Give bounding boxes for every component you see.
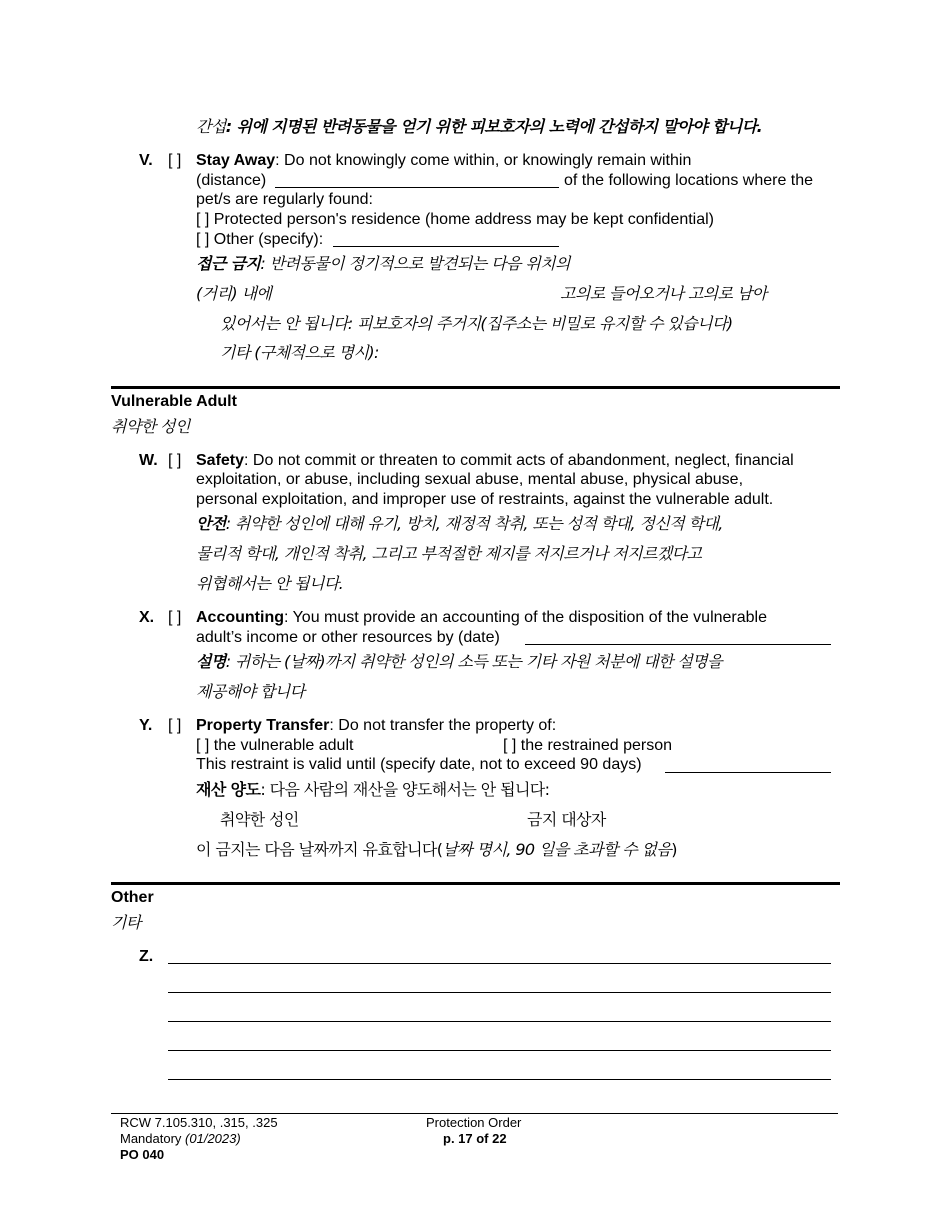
- y-ko-option1: 취약한 성인: [220, 810, 299, 829]
- footer-page-number: p. 17 of 22: [443, 1131, 507, 1146]
- section-heading-vulnerable-adult-ko: 취약한 성인: [111, 417, 190, 436]
- v-ko-line2-end: 고의로 들어오거나 고의로 남아: [560, 284, 767, 303]
- v-line3: pet/s are regularly found:: [196, 191, 373, 208]
- v-line2-end: of the following locations where the: [564, 172, 814, 189]
- section-heading-other: Other: [111, 889, 154, 906]
- v-option-residence[interactable]: [ ] Protected person's residence (home address may be kept confidential): [196, 211, 714, 228]
- section-divider: [111, 882, 840, 885]
- v-ko-line4: 기타 (구체적으로 명시):: [220, 343, 379, 362]
- v-other-field[interactable]: [333, 246, 559, 247]
- w-line1: Safety: Do not commit or threaten to commit acts of abandonment, neglect, financial: [196, 452, 794, 469]
- v-ko-line1: 접근 금지: 반려동물이 정기적으로 발견되는 다음 위치의: [196, 254, 570, 273]
- x-ko-line2: 제공해야 합니다: [196, 682, 305, 701]
- w-ko-line1: 안전: 취약한 성인에 대해 유기, 방치, 재정적 착취, 또는 성적 학대, 정신적 학대,: [196, 514, 723, 533]
- z-line-field[interactable]: [168, 1079, 831, 1080]
- y-option-restrained-person[interactable]: [ ] the restrained person: [503, 737, 672, 754]
- footer-title: Protection Order: [426, 1115, 522, 1130]
- section-heading-other-ko: 기타: [111, 913, 141, 932]
- y-line3: This restraint is valid until (specify date, not to exceed 90 days): [196, 756, 642, 773]
- y-line1: Property Transfer: Do not transfer the property of:: [196, 717, 557, 734]
- v-line1: Stay Away: Do not knowingly come within, or knowingly remain within: [196, 152, 692, 169]
- checkbox-y[interactable]: [ ]: [168, 717, 182, 734]
- w-line2: exploitation, or abuse, including sexual abuse, mental abuse, physical abuse,: [196, 471, 744, 488]
- v-distance-label: (distance): [196, 172, 267, 189]
- y-option-vulnerable-adult[interactable]: [ ] the vulnerable adult: [196, 737, 354, 754]
- x-line1: Accounting: You must provide an accounting of the disposition of the vulnerable: [196, 609, 767, 626]
- interference-ko: 간섭: 위에 지명된 반려동물을 얻기 위한 피보호자의 노력에 간섭하지 말아야 합니다.: [196, 117, 763, 136]
- footer-mandatory: Mandatory (01/2023): [120, 1131, 241, 1146]
- w-line3: personal exploitation, and improper use of restraints, against the vulnerable adult.: [196, 491, 774, 508]
- section-divider: [111, 386, 840, 389]
- item-letter-y: Y.: [139, 717, 153, 734]
- footer-divider: [111, 1113, 838, 1114]
- checkbox-v[interactable]: [ ]: [168, 152, 182, 169]
- item-letter-z: Z.: [139, 948, 154, 965]
- section-heading-vulnerable-adult: Vulnerable Adult: [111, 393, 237, 410]
- item-letter-v: V.: [139, 152, 153, 169]
- x-ko-line1: 설명: 귀하는 (날짜)까지 취약한 성인의 소득 또는 기타 자원 처분에 대한 설명을: [196, 652, 722, 671]
- y-ko-option2: 금지 대상자: [527, 810, 606, 829]
- v-distance-field[interactable]: [275, 187, 559, 188]
- v-option-other[interactable]: [ ] Other (specify):: [196, 231, 324, 248]
- v-ko-line3: 있어서는 안 됩니다: 피보호자의 주거지(집주소는 비밀로 유지할 수 있습니다): [220, 314, 733, 333]
- checkbox-w[interactable]: [ ]: [168, 452, 182, 469]
- y-ko-line3: 이 금지는 다음 날짜까지 유효합니다(날짜 명시, 90 일을 초과할 수 없음): [196, 840, 677, 859]
- item-letter-x: X.: [139, 609, 155, 626]
- v-ko-distance: (거리) 내에: [196, 284, 272, 303]
- y-ko-line1: 재산 양도: 다음 사람의 재산을 양도해서는 안 됩니다:: [196, 780, 550, 799]
- footer-form-id: PO 040: [120, 1147, 165, 1162]
- x-date-field[interactable]: [525, 644, 831, 645]
- z-line-field[interactable]: [168, 1050, 831, 1051]
- z-line-field[interactable]: [168, 992, 831, 993]
- checkbox-x[interactable]: [ ]: [168, 609, 182, 626]
- w-ko-line3: 위협해서는 안 됩니다.: [196, 574, 344, 593]
- y-date-field[interactable]: [665, 772, 831, 773]
- x-line2: adult’s income or other resources by (date): [196, 629, 500, 646]
- z-line-field[interactable]: [168, 963, 831, 964]
- footer-rcw: RCW 7.105.310, .315, .325: [120, 1115, 278, 1130]
- w-ko-line2: 물리적 학대, 개인적 착취, 그리고 부적절한 제지를 저지르거나 저지르겠다고: [196, 544, 702, 563]
- item-letter-w: W.: [139, 452, 158, 469]
- z-line-field[interactable]: [168, 1021, 831, 1022]
